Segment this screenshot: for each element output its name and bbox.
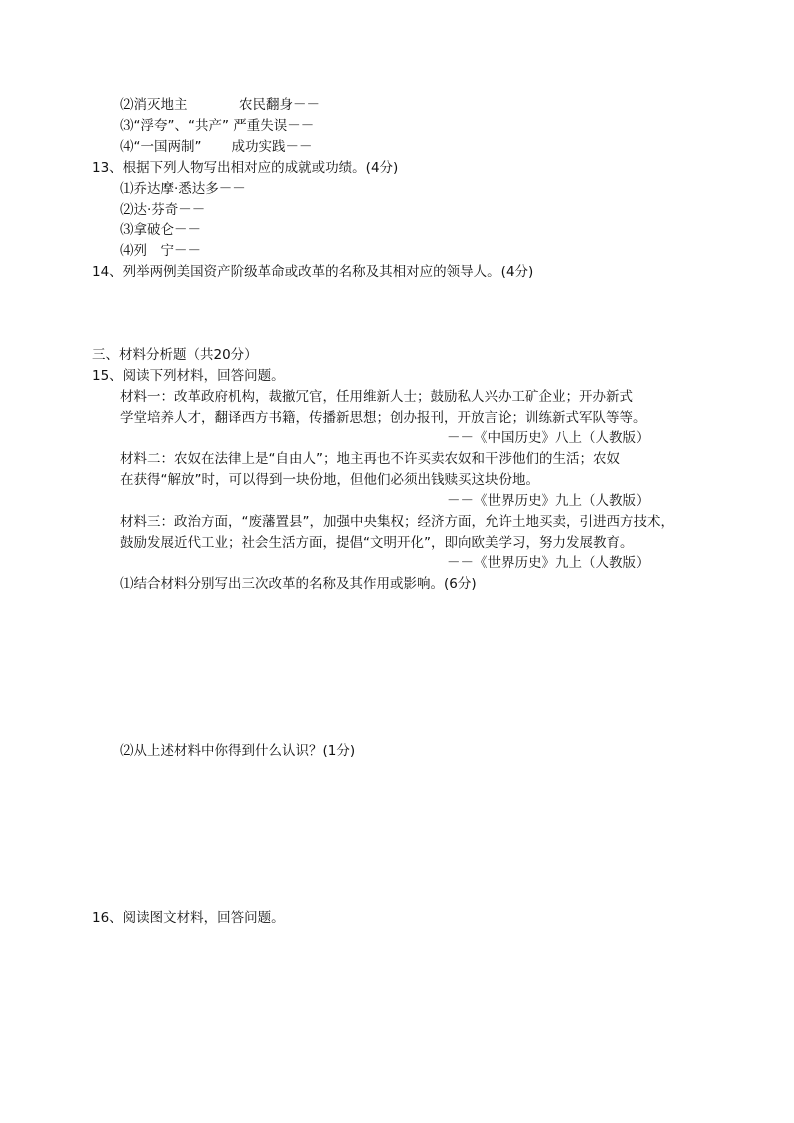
q16-stem: 16、阅读图文材料，回答问题。 (92, 910, 285, 926)
q13-item-4: ⑷列 宁－－ (120, 243, 201, 259)
q14-stem: 14、列举两例美国资产阶级革命或改革的名称及其相对应的领导人。(4分) (92, 264, 534, 280)
q15-sub-question-1: ⑴结合材料分别写出三次改革的名称及其作用或影响。(6分) (120, 576, 477, 592)
q15-stem: 15、阅读下列材料，回答问题。 (92, 368, 285, 384)
q15-material-1-line-2: 学堂培养人才，翻译西方书籍，传播新思想；创办报刊，开放言论；训练新式军队等等。 (120, 410, 647, 426)
section-3-title: 三、材料分析题（共20分） (92, 347, 258, 363)
q15-material-2-line-1: 材料二：农奴在法律上是“自由人”；地主再也不许买卖农奴和干涉他们的生活；农奴 (120, 451, 620, 467)
q13-item-1: ⑴乔达摩·悉达多－－ (120, 181, 246, 197)
q13-stem: 13、根据下列人物写出相对应的成就或功绩。(4分) (92, 160, 399, 176)
q15-material-3-source: －－《世界历史》九上（人教版） (447, 555, 650, 571)
q12-item-3: ⑶“浮夸”、“共产” 严重失误－－ (120, 118, 315, 134)
q12-item-4: ⑷“一国两制” 成功实践－－ (120, 139, 313, 155)
q15-material-3-line-1: 材料三：政治方面，“废藩置县”，加强中央集权；经济方面，允许土地买卖，引进西方技术， (120, 514, 674, 530)
q15-material-1-line-1: 材料一：改革政府机构，裁撤冗官，任用维新人士；鼓励私人兴办工矿企业；开办新式 (120, 389, 633, 405)
q15-material-1-source: －－《中国历史》八上（人教版） (447, 430, 650, 446)
q15-sub-question-2: ⑵从上述材料中你得到什么认识？(1分) (120, 743, 356, 759)
q13-item-2: ⑵达·芬奇－－ (120, 202, 206, 218)
q15-material-2-source: －－《世界历史》九上（人教版） (447, 493, 650, 509)
q15-material-3-line-2: 鼓励发展近代工业；社会生活方面，提倡“文明开化”，即向欧美学习，努力发展教育。 (120, 535, 634, 551)
q15-material-2-line-2: 在获得“解放”时，可以得到一块份地，但他们必须出钱赎买这块份地。 (120, 472, 539, 488)
q13-item-3: ⑶拿破仑－－ (120, 222, 201, 238)
q12-item-2: ⑵消灭地主 农民翻身－－ (120, 97, 320, 113)
